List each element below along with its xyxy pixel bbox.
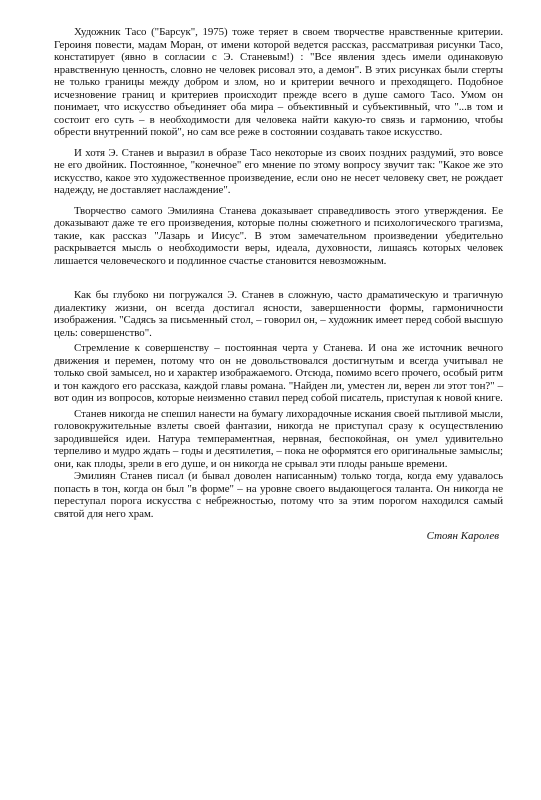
paragraph-6: Станев никогда не спешил нанести на бумагу лихорадочные искания своей пытливой мысли, головокружительные взлеты своей фантазии, никогда не приступал сразу к осуществлению зародившейся идеи. Натура темпераментная, нервная, беспокойная, он умел удивительно терпеливо и мудро ждать – годы и десятилетия, – пока не оформятся его оригинальные замыслы; они, как плоды, зрели в его душе, и он никогда не срывал эти плоды раньше времени. <box>54 407 503 470</box>
paragraph-1: Художник Тасо ("Барсук", 1975) тоже теряет в своем творчестве нравственные критерии. Героиня повести, мадам Моран, от имени которой ведется рассказ, рассматривая рисунки Тасо, констатирует (явно в согласии с Э. Станевым!) : "Все явления здесь имели одинаковую нравственную ценность, словно не человек рисовал это, а демон". В этих рисунках были стерты не только границы между добром и злом, но и критерии вечного и преходящего. Подобное исчезновение границ и критериев происходит прежде всего в душе самого Тасо. Умом он понимает, что искусство объединяет оба мира – объективный и субъективный, что "...в том и состоит его суть – в необходимости для человека найти какую-то связь и гармонию, чтобы обрести внутренний покой", но сам все реже в состоянии создавать такое искусство. <box>54 26 503 138</box>
author-signature: Стоян Каролев <box>426 530 499 542</box>
paragraph-7: Эмилиян Станев писал (и бывал доволен написанным) только тогда, когда ему удавалось попасть в тон, когда он был "в форме" – на уровне своего выдающегося таланта. Он никогда не переступал порога искусства с небрежностью, потому что за этим порогом находился самый святой для него храм. <box>54 470 503 520</box>
paragraph-4: Как бы глубоко ни погружался Э. Станев в сложную, часто драматическую и трагичную диалектику жизни, он всегда достигал ясности, завершенности формы, гармоничности изображения. "Садясь за письменный стол, – говорил он, – художник имеет перед собой высшую цель: совершенство". <box>54 289 503 339</box>
paragraph-3: Творчество самого Эмилияна Станева доказывает справедливость этого утверждения. Ее доказывают даже те его произведения, которые полны сюжетного и психологического трагизма, такие, как рассказ "Лазарь и Иисус". В этом замечательном произведении убедительно раскрывается мысль о необходимости веры, идеала, духовности, лишаясь которых человек лишается человеческого и подлинное счастье становится невозможным. <box>54 204 503 267</box>
paragraph-5: Стремление к совершенству – постоянная черта у Станева. И она же источник вечного движения и перемен, потому что он не довольствовался достигнутым и всегда учитывал не только свой замысел, но и характер изображаемого. Отсюда, помимо всего прочего, особый ритм и тон каждого его рассказа, каждой главы романа. "Найден ли, уместен ли, верен ли этот тон?" – вот один из вопросов, которые неизменно ставил перед собой писатель, приступая к новой книге. <box>54 342 503 404</box>
paragraph-2: И хотя Э. Станев и выразил в образе Тасо некоторые из своих поздних раздумий, это вовсе не его двойник. Постоянное, "конечное" его мнение по этому вопросу звучит так: "Какое же это искусство, какое это художественное произведение, если оно не несет человеку свет, не рождает надежду, не доставляет наслаждение". <box>54 146 503 196</box>
